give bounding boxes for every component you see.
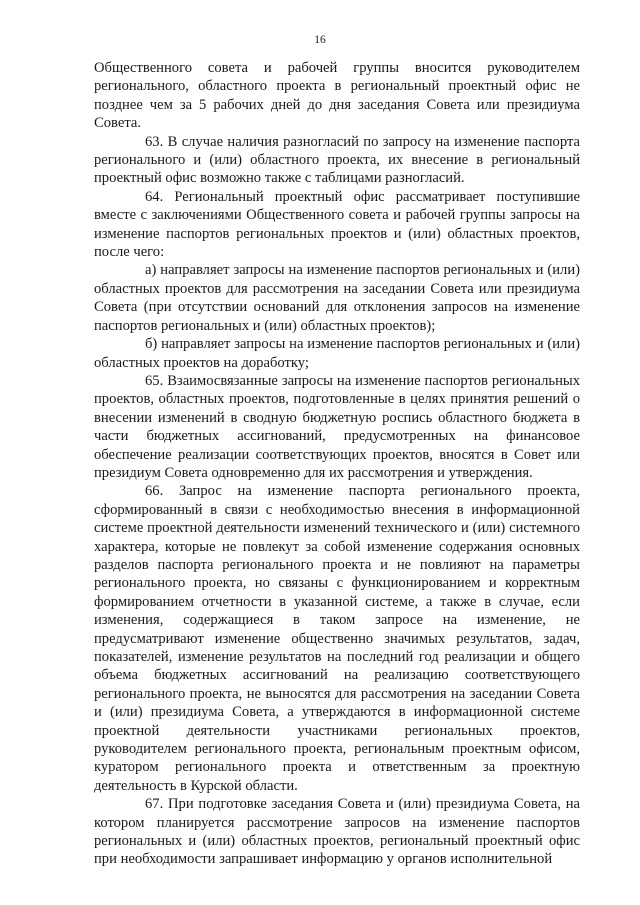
paragraph-66: 66. Запрос на изменение паспорта регионального проекта, сформированный в связи с необходимостью внесения в информационной системе проектной деятельности изменений технического и (или) системного характера, которые не повлекут за собой изменение содержания основных разделов паспорта регионального проекта и не повлияют на параметры регионального проекта, но связаны с функционированием и корректным формированием отчетности в указанной системе, а также в случае, если изменения, содержащиеся в таком запросе на изменение, не предусматривают изменение общественно значимых результатов, задач, показателей, изменение результатов на последний год реализации и общего объема бюджетных ассигнований на реализацию соответствующего регионального проекта, не выносятся для рассмотрения на заседании Совета и (или) президиума Совета, а утверждаются в информационной системе проектной деятельности участниками региональных проектов, руководителем регионального проекта, региональным проектным офисом, куратором регионального проекта и ответственным за проектную деятельность в Курской области. [94,483,580,794]
paragraph-continuation: Общественного совета и рабочей группы вносится руководителем регионального, областного проекта в региональный проектный офис не позднее чем за 5 рабочих дней до дня заседания Совета или президиума Совета. [94,60,580,132]
paragraph-64: 64. Региональный проектный офис рассматривает поступившие вместе с заключениями Общественного совета и рабочей группы запросы на изменение паспортов региональных проектов и (или) областных проектов, после чего: [94,188,580,261]
document-body [94,59,580,869]
paragraph-67: 67. При подготовке заседания Совета и (или) президиума Совета, на котором планируется рассмотрение запросов на изменение паспортов региональных и (или) областных проектов, региональный проектный офис при необходимости запрашивает информацию у органов исполнительной [94,796,580,868]
paragraph-65: 65. Взаимосвязанные запросы на изменение паспортов региональных проектов, областных проектов, подготовленные в целях принятия решений о внесении изменений в сводную бюджетную роспись областного бюджета в части бюджетных ассигнований, предусмотренных на финансовое обеспечение реализации соответствующих проектов, вносятся в Совет или президиум Совета одновременно для их рассмотрения и утверждения. [94,372,580,481]
page-number: 16 [314,34,326,46]
paragraph-64-item-a: а) направляет запросы на изменение паспортов региональных и (или) областных проектов для рассмотрения на заседании Совета или президиума Совета (при отсутствии оснований для отклонения запросов на изменение паспортов региональных и (или) областных проектов); [94,262,580,334]
paragraph-63: 63. В случае наличия разногласий по запросу на изменение паспорта регионального и (или) областного проекта, их внесение в региональный проектный офис возможно также с таблицами разногласий. [94,133,580,187]
paragraph-64-item-b: б) направляет запросы на изменение паспортов региональных и (или) областных проектов на доработку; [94,336,580,371]
